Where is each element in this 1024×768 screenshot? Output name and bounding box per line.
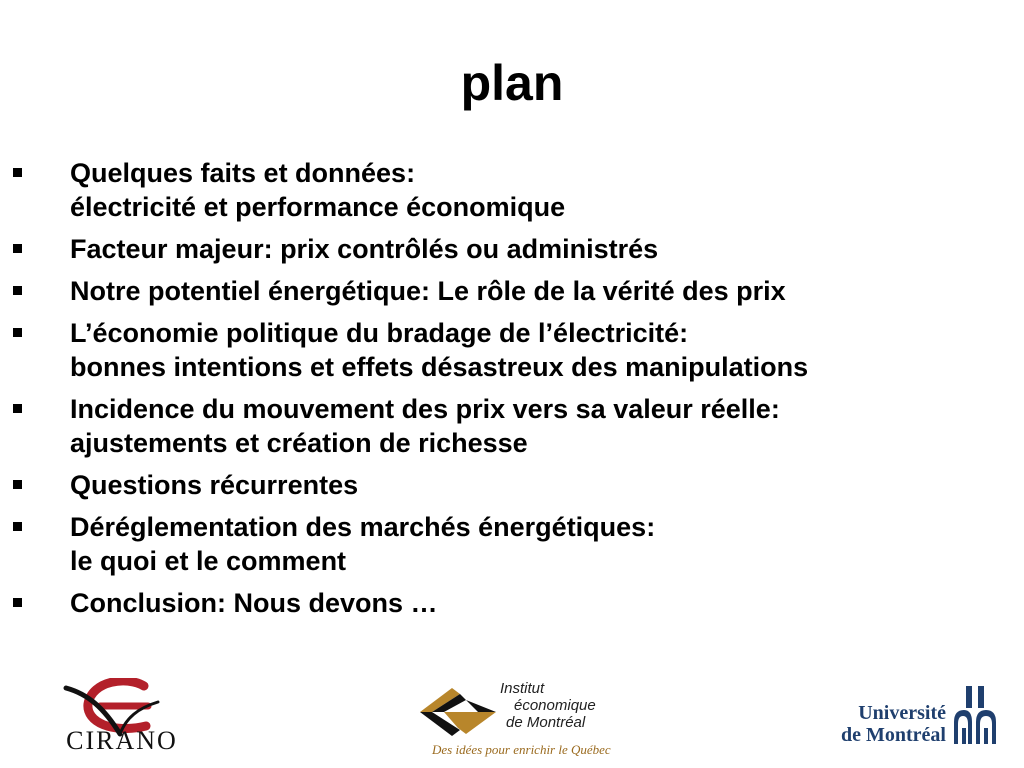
agenda-item	[10, 274, 1020, 308]
cirano-wordmark: CIRANO	[66, 726, 178, 755]
agenda-item-line: Incidence du mouvement des prix vers sa valeur réelle:	[70, 394, 780, 424]
agenda-item	[10, 586, 1020, 620]
iedm-tagline: Des idées pour enrichir le Québec	[432, 742, 611, 757]
udem-line-1: Université	[858, 702, 946, 724]
iedm-wordmark	[500, 680, 596, 731]
udem-wordmark	[834, 702, 946, 746]
square-bullet-icon	[13, 244, 22, 253]
cirano-logo	[36, 678, 208, 760]
square-bullet-icon	[13, 522, 22, 531]
iedm-line-1: Institut	[500, 680, 545, 697]
slide-title: plan	[460, 55, 564, 111]
square-bullet-icon	[13, 404, 22, 413]
agenda-item	[10, 392, 1020, 460]
udem-logo	[834, 682, 1002, 752]
agenda-item	[10, 232, 1020, 266]
agenda-item-line: Quelques faits et données:	[70, 158, 416, 188]
square-bullet-icon	[13, 328, 22, 337]
agenda-list	[10, 156, 1020, 628]
agenda-item-line: électricité et performance économique	[70, 192, 566, 222]
udem-line-2: de Montréal	[841, 724, 946, 746]
udem-emblem-icon	[952, 684, 1000, 746]
agenda-item-line: le quoi et le comment	[70, 546, 347, 576]
agenda-item	[10, 468, 1020, 502]
agenda-item-line: Questions récurrentes	[70, 470, 359, 500]
square-bullet-icon	[13, 480, 22, 489]
agenda-item-line: Conclusion: Nous devons …	[70, 588, 438, 618]
agenda-item	[10, 316, 1020, 384]
iedm-line-2: économique	[514, 697, 596, 714]
agenda-item-line: ajustements et création de richesse	[70, 428, 528, 458]
agenda-item-line: Déréglementation des marchés énergétiques:	[70, 512, 656, 542]
iedm-line-3: de Montréal	[506, 714, 586, 731]
agenda-item-line: Notre potentiel énergétique: Le rôle de la vérité des prix	[70, 276, 786, 306]
agenda-item-line: Facteur majeur: prix contrôlés ou administrés	[70, 234, 659, 264]
agenda-item-line: L’économie politique du bradage de l’électricité:	[70, 318, 689, 348]
agenda-item-line: bonnes intentions et effets désastreux des manipulations	[70, 352, 809, 382]
iedm-diamond-icon	[418, 682, 498, 742]
iedm-logo	[418, 680, 630, 762]
agenda-item	[10, 510, 1020, 578]
square-bullet-icon	[13, 598, 22, 607]
square-bullet-icon	[13, 168, 22, 177]
agenda-item	[10, 156, 1020, 224]
square-bullet-icon	[13, 286, 22, 295]
